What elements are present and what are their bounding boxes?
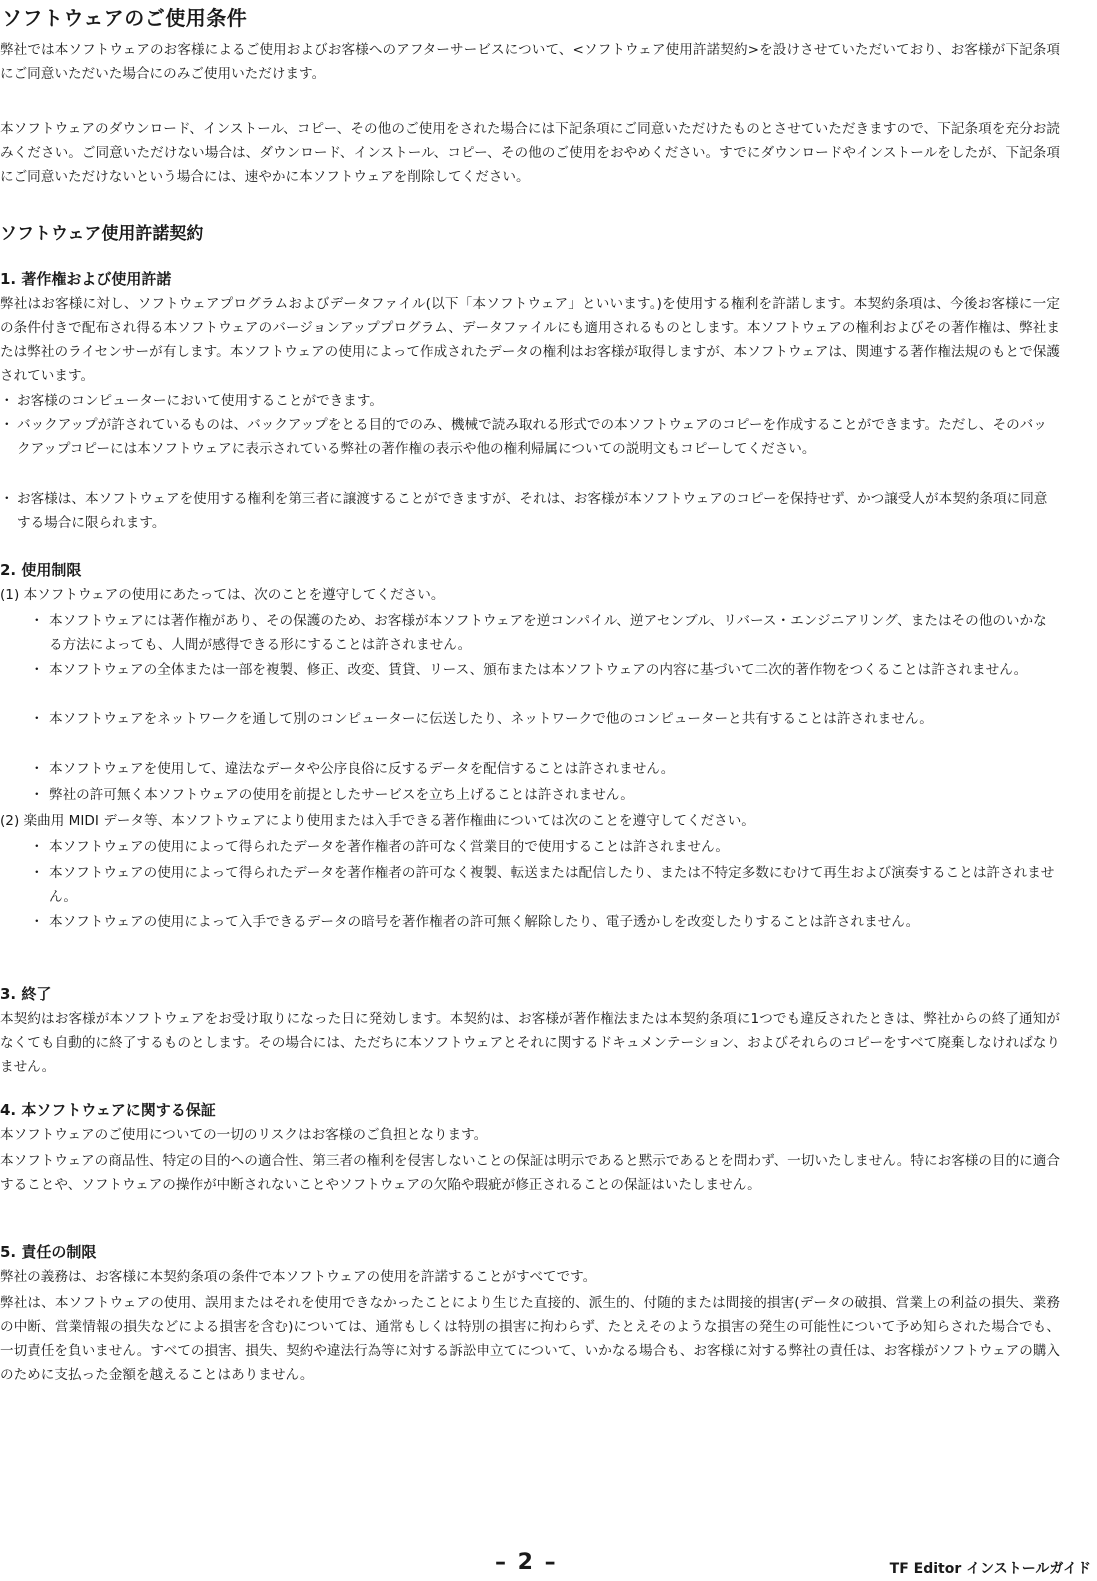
footer-guide-title: TF Editor インストールガイド [889, 1561, 1091, 1577]
page-title: ソフトウェアのご使用条件 [2, 6, 248, 30]
section-3-heading: 3. 終了 [0, 985, 52, 1003]
section-2-item-1-bullet: ・ 本ソフトウェアの全体または一部を複製、修正、改変、賃貸、リース、頒布または本ソフトウェアの内容に基づいて二次的著作物をつくることは許されません。 [30, 658, 1060, 682]
section-5-body-1: 弊社の義務は、お客様に本契約条項の条件で本ソフトウェアの使用を許諾することがすべてです。 [0, 1269, 597, 1285]
page-number: – 2 – [495, 1550, 558, 1575]
section-4-heading: 4. 本ソフトウェアに関する保証 [0, 1101, 216, 1119]
section-1-bullet: ・ お客様のコンピューターにおいて使用することができます。 [0, 389, 1060, 413]
section-2-item-2-bullet: ・ 本ソフトウェアの使用によって得られたデータを著作権者の許可なく営業目的で使用することは許されません。 [30, 835, 1060, 859]
section-2-item-1-bullet: ・ 本ソフトウェアには著作権があり、その保護のため、お客様が本ソフトウェアを逆コンパイル、逆アセンブル、リバース・エンジニアリング、またはその他のいかなる方法によっても、人間が感得できる形にすることは許されません。 [30, 609, 1060, 657]
section-2-item-2: (2) 楽曲用 MIDI データ等、本ソフトウェアにより使用または入手できる著作権曲については次のことを遵守してください。 [0, 813, 755, 829]
section-5-heading: 5. 責任の制限 [0, 1243, 97, 1261]
section-4-body-2: 本ソフトウェアの商品性、特定の目的への適合性、第三者の権利を侵害しないことの保証は明示であると黙示であるとを問わず、一切いたしません。特にお客様の目的に適合することや、ソフトウェアの操作が中断されないことやソフトウェアの欠陥や瑕疵が修正されることの保証はいたしません。 [0, 1153, 1060, 1193]
intro-paragraph-1: 弊社では本ソフトウェアのお客様によるご使用およびお客様へのアフターサービスについて、<ソフトウェア使用許諾契約>を設けさせていただいており、お客様が下記条項にご同意いただいた場合にのみご使用いただけます。 [0, 42, 1060, 82]
section-2-heading: 2. 使用制限 [0, 561, 82, 579]
section-1-body: 弊社はお客様に対し、ソフトウェアプログラムおよびデータファイル(以下「本ソフトウェア」といいます。)を使用する権利を許諾します。本契約条項は、今後お客様に一定の条件付きで配布され得る本ソフトウェアのバージョンアッププログラム、データファイルにも適用されるものとします。本ソフトウェアの権利およびその著作権は、弊社または弊社のライセンサーが有します。本ソフトウェアの使用によって作成されたデータの権利はお客様が取得しますが、本ソフトウェアは、関連する著作権法規のもとで保護されています。 [0, 296, 1060, 384]
section-2-item-2-bullet: ・ 本ソフトウェアの使用によって得られたデータを著作権者の許可なく複製、転送または配信したり、または不特定多数にむけて再生および演奏することは許されません。 [30, 861, 1060, 909]
section-3-body: 本契約はお客様が本ソフトウェアをお受け取りになった日に発効します。本契約は、お客様が著作権法または本契約条項に1つでも違反されたときは、弊社からの終了通知がなくても自動的に終了するものとします。その場合には、ただちに本ソフトウェアとそれに関するドキュメンテーション、およびそれらのコピーをすべて廃棄しなければなりません。 [0, 1011, 1060, 1075]
section-2-item-2-bullet: ・ 本ソフトウェアの使用によって入手できるデータの暗号を著作権者の許可無く解除したり、電子透かしを改変したりすることは許されません。 [30, 910, 1060, 934]
section-2-item-1: (1) 本ソフトウェアの使用にあたっては、次のことを遵守してください。 [0, 587, 445, 603]
section-2-item-1-bullet: ・ 本ソフトウェアをネットワークを通して別のコンピューターに伝送したり、ネットワークで他のコンピューターと共有することは許されません。 [30, 707, 1060, 731]
section-4-body-1: 本ソフトウェアのご使用についての一切のリスクはお客様のご負担となります。 [0, 1127, 488, 1143]
section-1-bullet: ・ お客様は、本ソフトウェアを使用する権利を第三者に譲渡することができますが、それは、お客様が本ソフトウェアのコピーを保持せず、かつ譲受人が本契約条項に同意する場合に限られます。 [0, 487, 1060, 535]
section-5-body-2: 弊社は、本ソフトウェアの使用、誤用またはそれを使用できなかったことにより生じた直接的、派生的、付随的または間接的損害(データの破損、営業上の利益の損失、業務の中断、営業情報の損失などによる損害を含む)については、通常もしくは特別の損害に拘わらず、たとえそのような損害の発生の可能性について予め知らされた場合でも、一切責任を負いません。すべての損害、損失、契約や違法行為等に対する訴訟申立てについて、いかなる場合も、お客様に対する弊社の責任は、お客様がソフトウェアの購入のために支払った金額を越えることはありません。 [0, 1295, 1060, 1383]
section-1-heading: 1. 著作権および使用許諾 [0, 270, 172, 288]
section-1-bullet: ・ バックアップが許されているものは、バックアップをとる目的でのみ、機械で読み取れる形式での本ソフトウェアのコピーを作成することができます。ただし、そのバックアップコピーには本ソフトウェアに表示されている弊社の著作権の表示や他の権利帰属についての説明文もコピーしてください。 [0, 413, 1060, 461]
license-heading: ソフトウェア使用許諾契約 [0, 224, 204, 244]
section-2-item-1-bullet: ・ 弊社の許可無く本ソフトウェアの使用を前提としたサービスを立ち上げることは許されません。 [30, 783, 1060, 807]
section-2-item-1-bullet: ・ 本ソフトウェアを使用して、違法なデータや公序良俗に反するデータを配信することは許されません。 [30, 757, 1060, 781]
intro-paragraph-2: 本ソフトウェアのダウンロード、インストール、コピー、その他のご使用をされた場合には下記条項にご同意いただけたものとさせていただきますので、下記条項を充分お読みください。ご同意いただけない場合は、ダウンロード、インストール、コピー、その他のご使用をおやめください。すでにダウンロードやインストールをしたが、下記条項にご同意いただけないという場合には、速やかに本ソフトウェアを削除してください。 [0, 121, 1060, 185]
